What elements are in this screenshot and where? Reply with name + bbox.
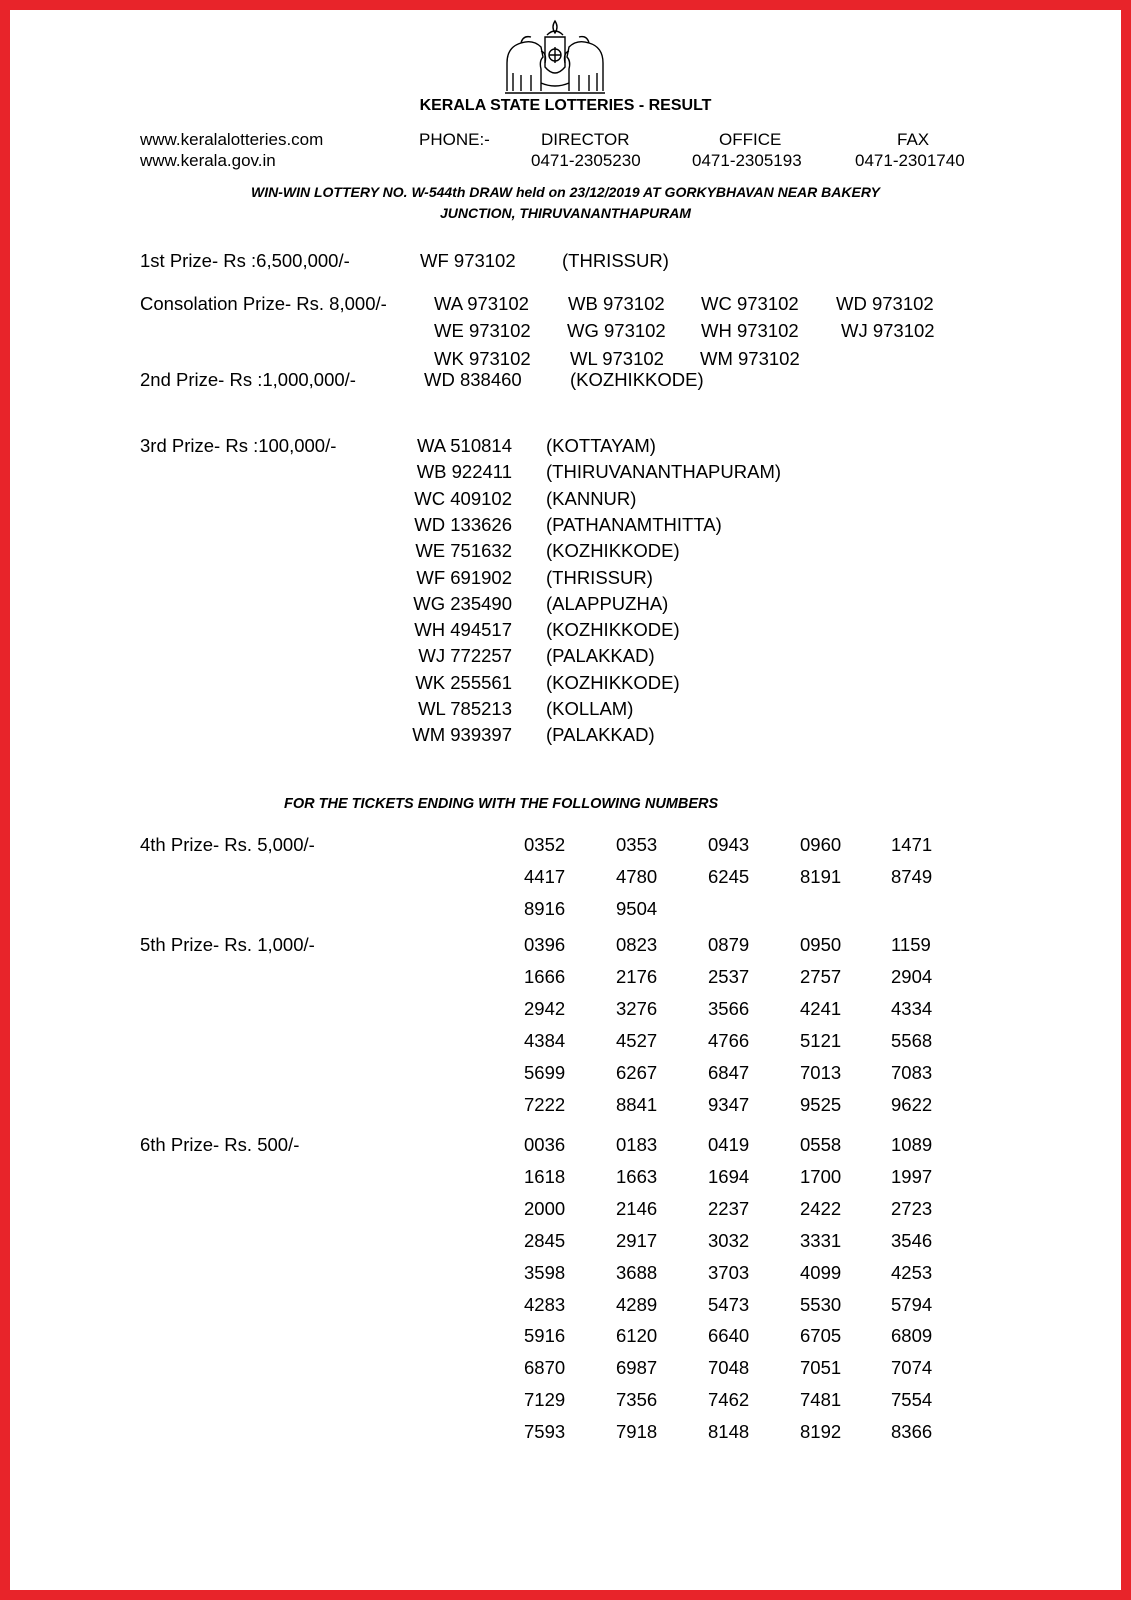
winning-number: 0036 <box>524 1134 566 1155</box>
winning-number: 2904 <box>891 965 933 987</box>
phone-label: PHONE:- <box>419 130 490 149</box>
winning-number: 5121 <box>800 1029 842 1051</box>
first-prize-place: (THRISSUR) <box>562 250 669 271</box>
winning-number: 3276 <box>616 997 658 1019</box>
third-prize-ticket: WC 409102 <box>414 487 512 509</box>
winning-number: 2942 <box>524 997 566 1019</box>
winning-number: 9622 <box>891 1093 933 1115</box>
fax-number: 0471-2301740 <box>855 151 965 170</box>
winning-number: 8148 <box>708 1421 750 1443</box>
second-prize-place: (KOZHIKKODE) <box>570 369 704 390</box>
winning-number: 0558 <box>800 1134 842 1155</box>
third-prize-ticket: WK 255561 <box>415 671 512 693</box>
winning-number: 8366 <box>891 1421 933 1443</box>
winning-number: 8192 <box>800 1421 842 1443</box>
winning-number: 4527 <box>616 1029 658 1051</box>
fourth-prize-label: 4th Prize- Rs. 5,000/- <box>140 834 315 855</box>
third-prize-ticket: WL 785213 <box>418 698 512 719</box>
winning-number: 6640 <box>708 1325 750 1347</box>
winning-number: 3566 <box>708 997 750 1019</box>
office-label: OFFICE <box>719 130 782 149</box>
winning-number: 7048 <box>708 1357 750 1379</box>
fax-label: FAX <box>897 130 930 149</box>
winning-number: 3688 <box>616 1261 658 1283</box>
third-prize-ticket: WD 133626 <box>414 513 512 535</box>
second-prize-label: 2nd Prize- Rs :1,000,000/- <box>140 369 356 390</box>
winning-number: 8916 <box>524 897 566 919</box>
winning-number: 2845 <box>524 1229 566 1251</box>
director-phone: 0471-2305230 <box>531 151 641 170</box>
winning-number: 0960 <box>800 834 842 855</box>
winning-number: 7129 <box>524 1389 566 1411</box>
kerala-emblem-icon <box>501 17 609 97</box>
winning-number: 8749 <box>891 865 933 887</box>
winning-number: 3546 <box>891 1229 933 1251</box>
winning-number: 2917 <box>616 1229 658 1251</box>
winning-number: 0823 <box>616 934 658 955</box>
winning-number: 2000 <box>524 1197 566 1219</box>
winning-number: 0352 <box>524 834 566 855</box>
winning-number: 7918 <box>616 1421 658 1443</box>
winning-number: 2723 <box>891 1197 933 1219</box>
draw-info-line1: WIN-WIN LOTTERY NO. W-544th DRAW held on 23/12/2019 AT GORKYBHAVAN NEAR BAKERY <box>250 184 881 200</box>
website-link-lotteries[interactable]: www.keralalotteries.com <box>140 130 324 149</box>
winning-number: 0183 <box>616 1134 658 1155</box>
winning-number: 3703 <box>708 1261 750 1283</box>
winning-number: 4099 <box>800 1261 842 1283</box>
winning-number: 4241 <box>800 997 842 1019</box>
winning-number: 0950 <box>800 934 842 955</box>
winning-number: 7356 <box>616 1389 658 1411</box>
winning-number: 4253 <box>891 1261 933 1283</box>
winning-number: 7554 <box>891 1389 933 1411</box>
winning-number: 3598 <box>524 1261 566 1283</box>
winning-number: 1997 <box>891 1165 933 1187</box>
third-prize-ticket: WA 510814 <box>417 435 512 456</box>
winning-number: 7222 <box>524 1093 566 1115</box>
winning-number: 4780 <box>616 865 658 887</box>
third-prize-ticket: WE 751632 <box>415 540 512 562</box>
winning-number: 2537 <box>708 965 750 987</box>
winning-number: 6120 <box>616 1325 658 1347</box>
winning-number: 3032 <box>708 1229 750 1251</box>
winning-number: 2422 <box>800 1197 842 1219</box>
winning-number: 2146 <box>616 1197 658 1219</box>
third-prize-place: (ALAPPUZHA) <box>546 592 669 614</box>
winning-number: 0879 <box>708 934 750 955</box>
winning-number: 1159 <box>891 934 931 955</box>
third-prize-place: (KOZHIKKODE) <box>546 671 680 693</box>
winning-number: 4289 <box>616 1293 658 1315</box>
winning-number: 1089 <box>891 1134 933 1155</box>
winning-number: 2237 <box>708 1197 750 1219</box>
first-prize-label: 1st Prize- Rs :6,500,000/- <box>140 250 350 271</box>
winning-number: 0419 <box>708 1134 750 1155</box>
winning-number: 4384 <box>524 1029 566 1051</box>
consolation-ticket: WG 973102 <box>567 320 666 341</box>
winning-number: 7074 <box>891 1357 933 1379</box>
consolation-ticket: WL 973102 <box>570 348 664 369</box>
winning-number: 8841 <box>616 1093 658 1115</box>
third-prize-ticket: WJ 772257 <box>418 645 512 667</box>
winning-number: 5530 <box>800 1293 842 1315</box>
winning-number: 5568 <box>891 1029 933 1051</box>
third-prize-label: 3rd Prize- Rs :100,000/- <box>140 435 337 456</box>
winning-number: 6987 <box>616 1357 658 1379</box>
website-link-kerala[interactable]: www.kerala.gov.in <box>140 151 276 170</box>
consolation-ticket: WC 973102 <box>701 293 799 314</box>
third-prize-place: (PALAKKAD) <box>546 724 655 746</box>
consolation-ticket: WD 973102 <box>836 293 934 314</box>
first-prize-ticket: WF 973102 <box>420 250 516 271</box>
winning-number: 4334 <box>891 997 933 1019</box>
winning-number: 1663 <box>616 1165 658 1187</box>
winning-number: 6267 <box>616 1061 658 1083</box>
third-prize-place: (KOZHIKKODE) <box>546 540 680 562</box>
winning-number: 7481 <box>800 1389 842 1411</box>
winning-number: 1694 <box>708 1165 750 1187</box>
consolation-prize-label: Consolation Prize- Rs. 8,000/- <box>140 293 387 314</box>
winning-number: 2757 <box>800 965 842 987</box>
winning-number: 8191 <box>800 865 842 887</box>
consolation-ticket: WB 973102 <box>568 293 665 314</box>
winning-number: 0943 <box>708 834 750 855</box>
third-prize-ticket: WF 691902 <box>416 566 512 588</box>
third-prize-ticket: WM 939397 <box>412 724 512 746</box>
third-prize-place: (PALAKKAD) <box>546 645 655 667</box>
consolation-ticket: WK 973102 <box>434 348 531 369</box>
draw-info-line2: JUNCTION, THIRUVANANTHAPURAM <box>440 205 691 221</box>
winning-number: 0396 <box>524 934 566 955</box>
third-prize-ticket: WB 922411 <box>416 461 512 483</box>
winning-number: 6847 <box>708 1061 750 1083</box>
page-title: KERALA STATE LOTTERIES - RESULT <box>419 97 712 114</box>
consolation-ticket: WH 973102 <box>701 320 799 341</box>
winning-number: 7013 <box>800 1061 842 1083</box>
third-prize-ticket: WG 235490 <box>413 592 512 614</box>
consolation-ticket: WJ 973102 <box>841 320 935 341</box>
winning-number: 1700 <box>800 1165 842 1187</box>
winning-number: 6245 <box>708 865 750 887</box>
fifth-prize-label: 5th Prize- Rs. 1,000/- <box>140 934 315 955</box>
second-prize-ticket: WD 838460 <box>424 369 522 390</box>
winning-number: 4766 <box>708 1029 750 1051</box>
winning-number: 5473 <box>708 1293 750 1315</box>
winning-number: 5916 <box>524 1325 566 1347</box>
winning-number: 7051 <box>800 1357 842 1379</box>
endings-heading: FOR THE TICKETS ENDING WITH THE FOLLOWING NUMBERS <box>284 796 719 812</box>
director-label: DIRECTOR <box>541 130 630 149</box>
winning-number: 4417 <box>524 865 566 887</box>
third-prize-place: (KOTTAYAM) <box>546 435 656 456</box>
winning-number: 5699 <box>524 1061 566 1083</box>
winning-number: 6870 <box>524 1357 566 1379</box>
third-prize-place: (PATHANAMTHITTA) <box>546 513 722 535</box>
third-prize-place: (THRISSUR) <box>546 566 653 588</box>
winning-number: 9504 <box>616 897 658 919</box>
third-prize-place: (KOZHIKKODE) <box>546 619 680 641</box>
third-prize-place: (KANNUR) <box>546 487 637 509</box>
winning-number: 3331 <box>800 1229 842 1251</box>
winning-number: 1471 <box>891 834 933 855</box>
office-phone: 0471-2305193 <box>692 151 802 170</box>
winning-number: 0353 <box>616 834 658 855</box>
winning-number: 6705 <box>800 1325 842 1347</box>
consolation-ticket: WE 973102 <box>434 320 531 341</box>
winning-number: 6809 <box>891 1325 933 1347</box>
winning-number: 2176 <box>616 965 658 987</box>
winning-number: 4283 <box>524 1293 566 1315</box>
winning-number: 9347 <box>708 1093 750 1115</box>
winning-number: 7083 <box>891 1061 933 1083</box>
third-prize-ticket: WH 494517 <box>414 619 512 641</box>
winning-number: 7462 <box>708 1389 750 1411</box>
third-prize-place: (KOLLAM) <box>546 698 634 719</box>
sixth-prize-label: 6th Prize- Rs. 500/- <box>140 1134 300 1155</box>
consolation-ticket: WM 973102 <box>700 348 800 369</box>
third-prize-place: (THIRUVANANTHAPURAM) <box>546 461 782 483</box>
winning-number: 7593 <box>524 1421 566 1443</box>
consolation-ticket: WA 973102 <box>434 293 529 314</box>
winning-number: 9525 <box>800 1093 842 1115</box>
winning-number: 5794 <box>891 1293 933 1315</box>
winning-number: 1618 <box>524 1165 566 1187</box>
winning-number: 1666 <box>524 965 566 987</box>
